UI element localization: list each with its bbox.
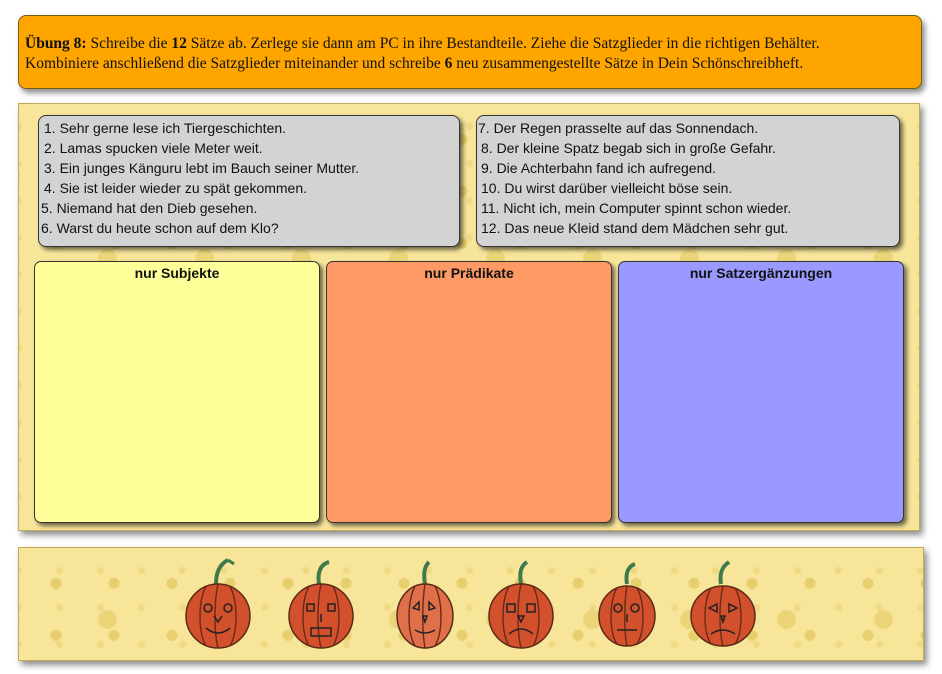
workspace-panel (18, 103, 920, 531)
sentence-box-right (476, 115, 900, 247)
sentence-item[interactable]: 1. Sehr gerne lese ich Tiergeschichten. (44, 120, 287, 136)
instruction-text-1: Schreibe die (86, 35, 172, 52)
sentence-item[interactable]: 5. Niemand hat den Dieb gesehen. (41, 200, 258, 216)
instruction-banner (18, 15, 922, 89)
pumpkin-drawing (485, 558, 557, 650)
sentence-item[interactable]: 3. Ein junges Känguru lebt im Bauch seiner Mutter. (44, 160, 360, 176)
drop-bin-predicates[interactable] (326, 261, 612, 523)
sentence-item[interactable]: 2. Lamas spucken viele Meter weit. (44, 140, 263, 156)
sentence-item[interactable]: 7. Der Regen prasselte auf das Sonnendach. (478, 120, 759, 136)
sentence-item[interactable]: 12. Das neue Kleid stand dem Mädchen sehr gut. (481, 220, 789, 236)
sentence-item[interactable]: 10. Du wirst darüber vielleicht böse sein. (481, 180, 733, 196)
pumpkin-drawing (285, 558, 357, 650)
pumpkin-drawing (182, 558, 254, 650)
pumpkin-drawing (687, 558, 759, 650)
instruction-text-2: Sätze ab. Zerlege sie dann am PC in ihre Bestandteile. Ziehe die Satzglieder in die richtigen Behälter. (186, 35, 820, 52)
sentence-item[interactable]: 11. Nicht ich, mein Computer spinnt schon wieder. (481, 200, 792, 216)
sentence-item[interactable]: 8. Der kleine Spatz begab sich in große Gefahr. (481, 140, 776, 156)
instruction-text-3: Kombiniere anschließend die Satzglieder miteinander und schreibe (25, 55, 445, 72)
instruction-text-4: neu zusammengestellte Sätze in Dein Schönschreibheft. (452, 55, 804, 72)
pumpkin-drawing (597, 558, 661, 650)
exercise-label: Übung 8: (25, 35, 87, 52)
new-sentence-count: 6 (444, 55, 453, 72)
sentence-box-left (38, 115, 460, 247)
drop-bin-subjects[interactable] (34, 261, 320, 523)
sentence-count: 12 (171, 35, 187, 52)
decoration-footer (18, 547, 924, 661)
bin-title-predicates: nur Prädikate (424, 265, 514, 281)
sentence-item[interactable]: 9. Die Achterbahn fand ich aufregend. (481, 160, 717, 176)
bin-title-complements: nur Satzergänzungen (689, 265, 833, 281)
pumpkin-drawing (393, 558, 457, 650)
sentence-item[interactable]: 6. Warst du heute schon auf dem Klo? (41, 220, 279, 236)
drop-bin-complements[interactable] (618, 261, 904, 523)
sentence-item[interactable]: 4. Sie ist leider wieder zu spät gekommen. (44, 180, 308, 196)
bin-title-subjects: nur Subjekte (134, 265, 220, 281)
